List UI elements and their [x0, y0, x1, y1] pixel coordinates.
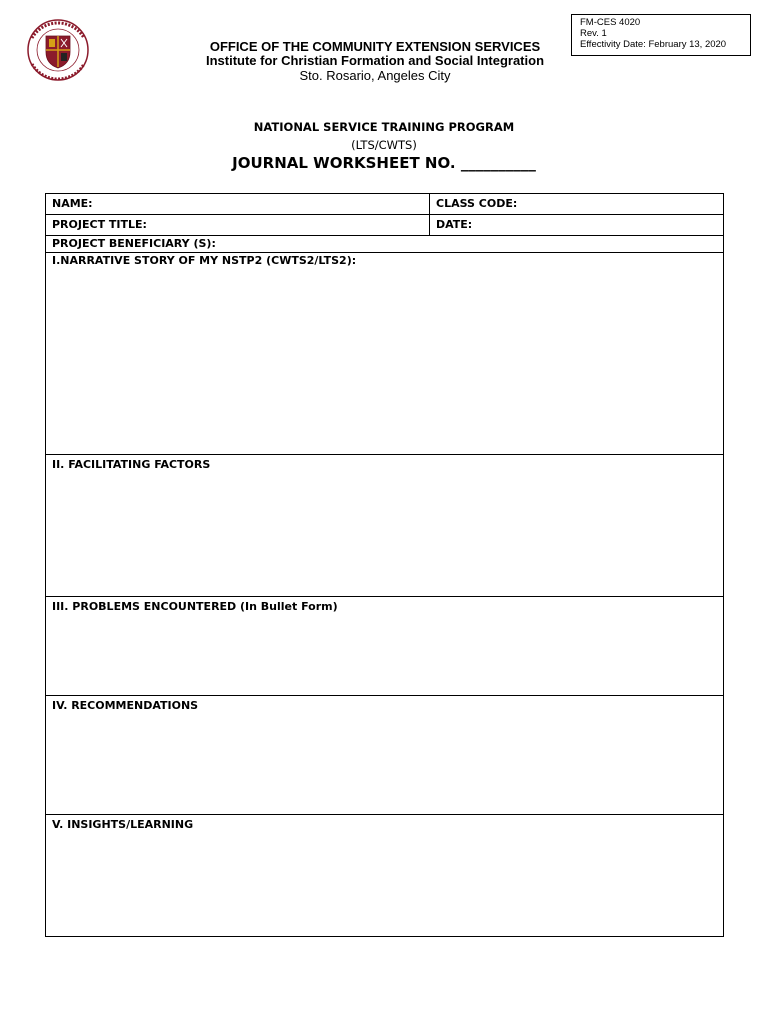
program-subtitle: (LTS/CWTS): [351, 138, 417, 152]
narrative-label: I.NARRATIVE STORY OF MY NSTP2 (CWTS2/LTS2):: [52, 254, 357, 267]
office-name: OFFICE OF THE COMMUNITY EXTENSION SERVICES: [209, 39, 541, 54]
narrative-section[interactable]: [46, 253, 723, 455]
name-field[interactable]: [46, 194, 430, 214]
name-row: [46, 194, 723, 215]
form-code: FM-CES 4020: [580, 17, 641, 28]
class-code-label: CLASS CODE:: [436, 197, 518, 210]
beneficiary-label: PROJECT BENEFICIARY (S):: [52, 237, 216, 250]
location: Sto. Rosario, Angeles City: [299, 68, 451, 83]
facilitating-factors-label: II. FACILITATING FACTORS: [52, 458, 211, 471]
beneficiary-field[interactable]: [46, 236, 723, 253]
worksheet-title: JOURNAL WORKSHEET NO. __________: [232, 154, 536, 172]
title-row: [46, 215, 723, 236]
class-code-field[interactable]: [430, 194, 723, 214]
university-seal-logo: [20, 18, 96, 82]
problems-encountered-section[interactable]: [46, 597, 723, 696]
form-code-box: [571, 14, 751, 56]
project-title-label: PROJECT TITLE:: [52, 218, 147, 231]
insights-learning-section[interactable]: [46, 815, 723, 936]
facilitating-factors-section[interactable]: [46, 455, 723, 597]
date-label: DATE:: [436, 218, 473, 231]
program-title: NATIONAL SERVICE TRAINING PROGRAM: [253, 120, 515, 134]
problems-encountered-label: III. PROBLEMS ENCOUNTERED (In Bullet Form): [52, 600, 338, 613]
insights-learning-label: V. INSIGHTS/LEARNING: [52, 818, 194, 831]
name-label: NAME:: [52, 197, 93, 210]
date-field[interactable]: [430, 215, 723, 235]
effectivity-date: Effectivity Date: February 13, 2020: [580, 39, 727, 50]
recommendations-label: IV. RECOMMENDATIONS: [52, 699, 199, 712]
recommendations-section[interactable]: [46, 696, 723, 815]
institute-name: Institute for Christian Formation and Social Integration: [205, 53, 545, 68]
letterhead: [190, 40, 560, 83]
project-title-field[interactable]: [46, 215, 430, 235]
journal-worksheet-form: [45, 193, 724, 937]
form-revision: Rev. 1: [580, 28, 607, 39]
